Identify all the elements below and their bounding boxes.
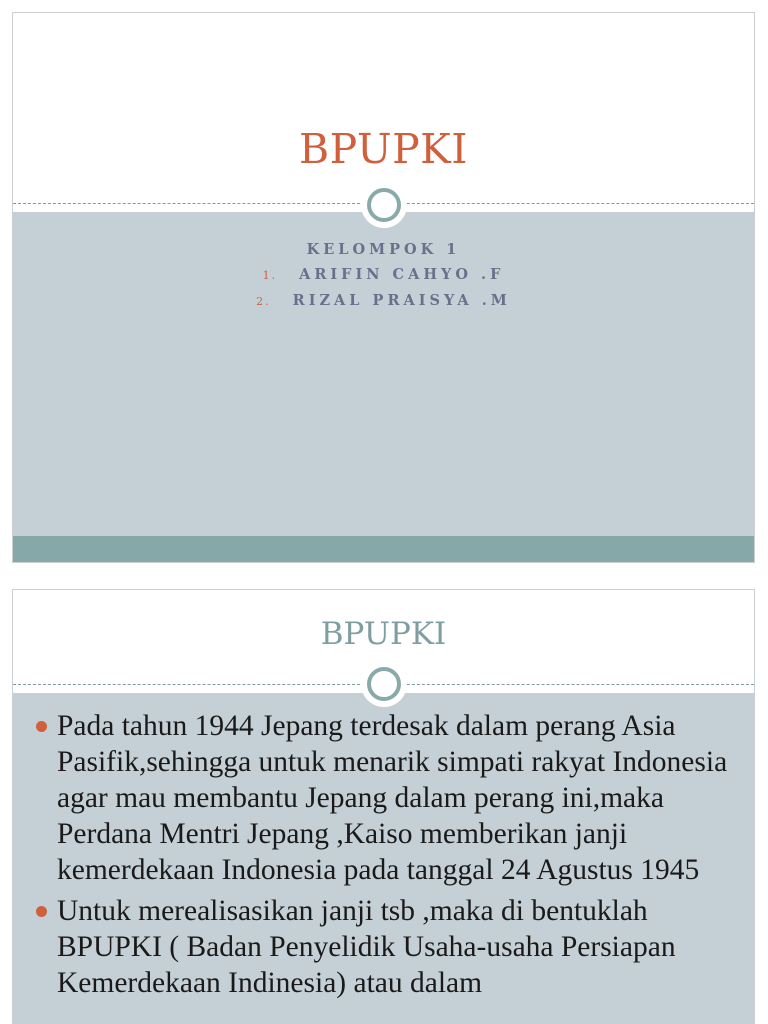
member-item	[13, 266, 754, 283]
bullet-text: Pada tahun 1944 Jepang terdesak dalam perang Asia Pasifik,sehingga untuk menarik simpati rakyat Indonesia agar mau membantu Jepang dalam perang ini,maka Perdana Mentri Jepang ,Kaiso memberikan janji kemerdekaan Indonesia pada tanggal 24 Agustus 1945	[57, 710, 728, 886]
slide-title: BPUPKI	[320, 616, 447, 652]
bullet-item	[33, 893, 736, 1001]
member-name: RIZAL PRAISYA .M	[292, 292, 511, 309]
title-slide	[12, 12, 755, 563]
footer-band	[13, 536, 754, 562]
content-slide	[12, 589, 755, 1024]
member-number: 2.	[256, 295, 271, 308]
bullet-text: Untuk merealisasikan janji tsb ,maka di bentuklah BPUPKI ( Badan Penyelidik Usaha-usaha Persiapan Kemerdekaan Indinesia) atau dalam	[57, 895, 676, 999]
bullet-item	[33, 708, 736, 888]
member-item	[13, 292, 754, 309]
member-number: 1.	[262, 269, 278, 282]
bullet-dot-icon	[36, 721, 47, 732]
group-label: KELOMPOK 1	[306, 241, 461, 258]
ring-divider-icon	[361, 182, 407, 228]
bullet-dot-icon	[36, 906, 47, 917]
bullet-list	[33, 708, 736, 1006]
member-name: ARIFIN CAHYO .F	[299, 266, 505, 283]
ring-divider-icon	[361, 661, 407, 707]
slide-title: BPUPKI	[299, 125, 468, 173]
